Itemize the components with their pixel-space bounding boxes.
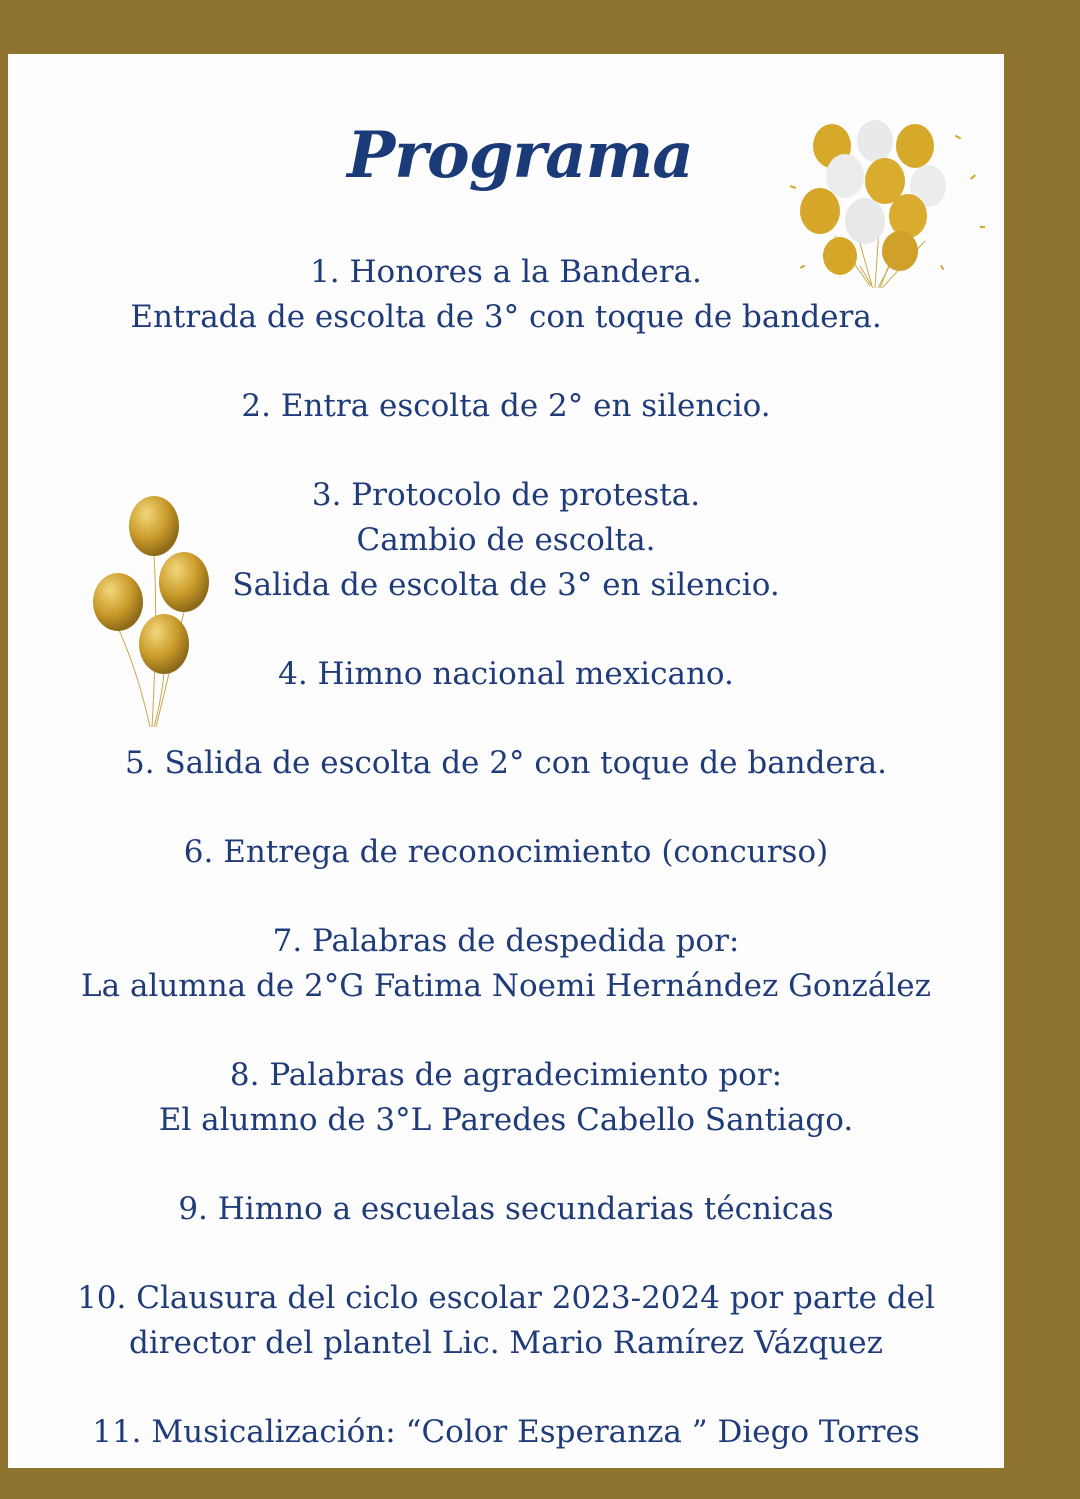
program-item-line: 9. Himno a escuelas secundarias técnicas bbox=[178, 1191, 834, 1227]
program-item-line: 1. Honores a la Bandera. bbox=[310, 254, 702, 290]
program-item-line: 4. Himno nacional mexicano. bbox=[278, 656, 734, 692]
program-item-line: 8. Palabras de agradecimiento por: bbox=[229, 1057, 783, 1093]
program-item bbox=[8, 741, 1004, 786]
page-title: Programa bbox=[347, 118, 693, 193]
program-item bbox=[8, 830, 1004, 875]
program-item-line: Salida de escolta de 3° en silencio. bbox=[232, 567, 780, 603]
program-item-line: 6. Entrega de reconocimiento (concurso) bbox=[183, 834, 829, 870]
program-card bbox=[8, 54, 1004, 1468]
program-item bbox=[8, 1276, 1004, 1366]
program-item-line: 2. Entra escolta de 2° en silencio. bbox=[241, 388, 771, 424]
program-item-line: director del plantel Lic. Mario Ramírez Vázquez bbox=[129, 1325, 883, 1361]
program-item-line: 10. Clausura del ciclo escolar 2023-2024 por parte del bbox=[77, 1280, 935, 1316]
program-item bbox=[8, 919, 1004, 1009]
program-list bbox=[8, 250, 1004, 1499]
program-item bbox=[8, 250, 1004, 340]
program-item bbox=[8, 473, 1004, 608]
program-item-line: 5. Salida de escolta de 2° con toque de bandera. bbox=[125, 745, 887, 781]
program-item-line: Entrada de escolta de 3° con toque de bandera. bbox=[130, 299, 882, 335]
program-item bbox=[8, 1410, 1004, 1455]
program-item-line: 7. Palabras de despedida por: bbox=[272, 923, 740, 959]
program-item-line: La alumna de 2°G Fatima Noemi Hernández González bbox=[81, 968, 931, 1004]
program-item bbox=[8, 384, 1004, 429]
program-item-line: Cambio de escolta. bbox=[356, 522, 656, 558]
program-item-line: El alumno de 3°L Paredes Cabello Santiago. bbox=[158, 1102, 854, 1138]
program-item bbox=[8, 1053, 1004, 1143]
program-item-line: 3. Protocolo de protesta. bbox=[311, 477, 701, 513]
program-item bbox=[8, 1187, 1004, 1232]
program-item bbox=[8, 652, 1004, 697]
program-item-line: 11. Musicalización: “Color Esperanza ” Diego Torres bbox=[92, 1414, 920, 1450]
